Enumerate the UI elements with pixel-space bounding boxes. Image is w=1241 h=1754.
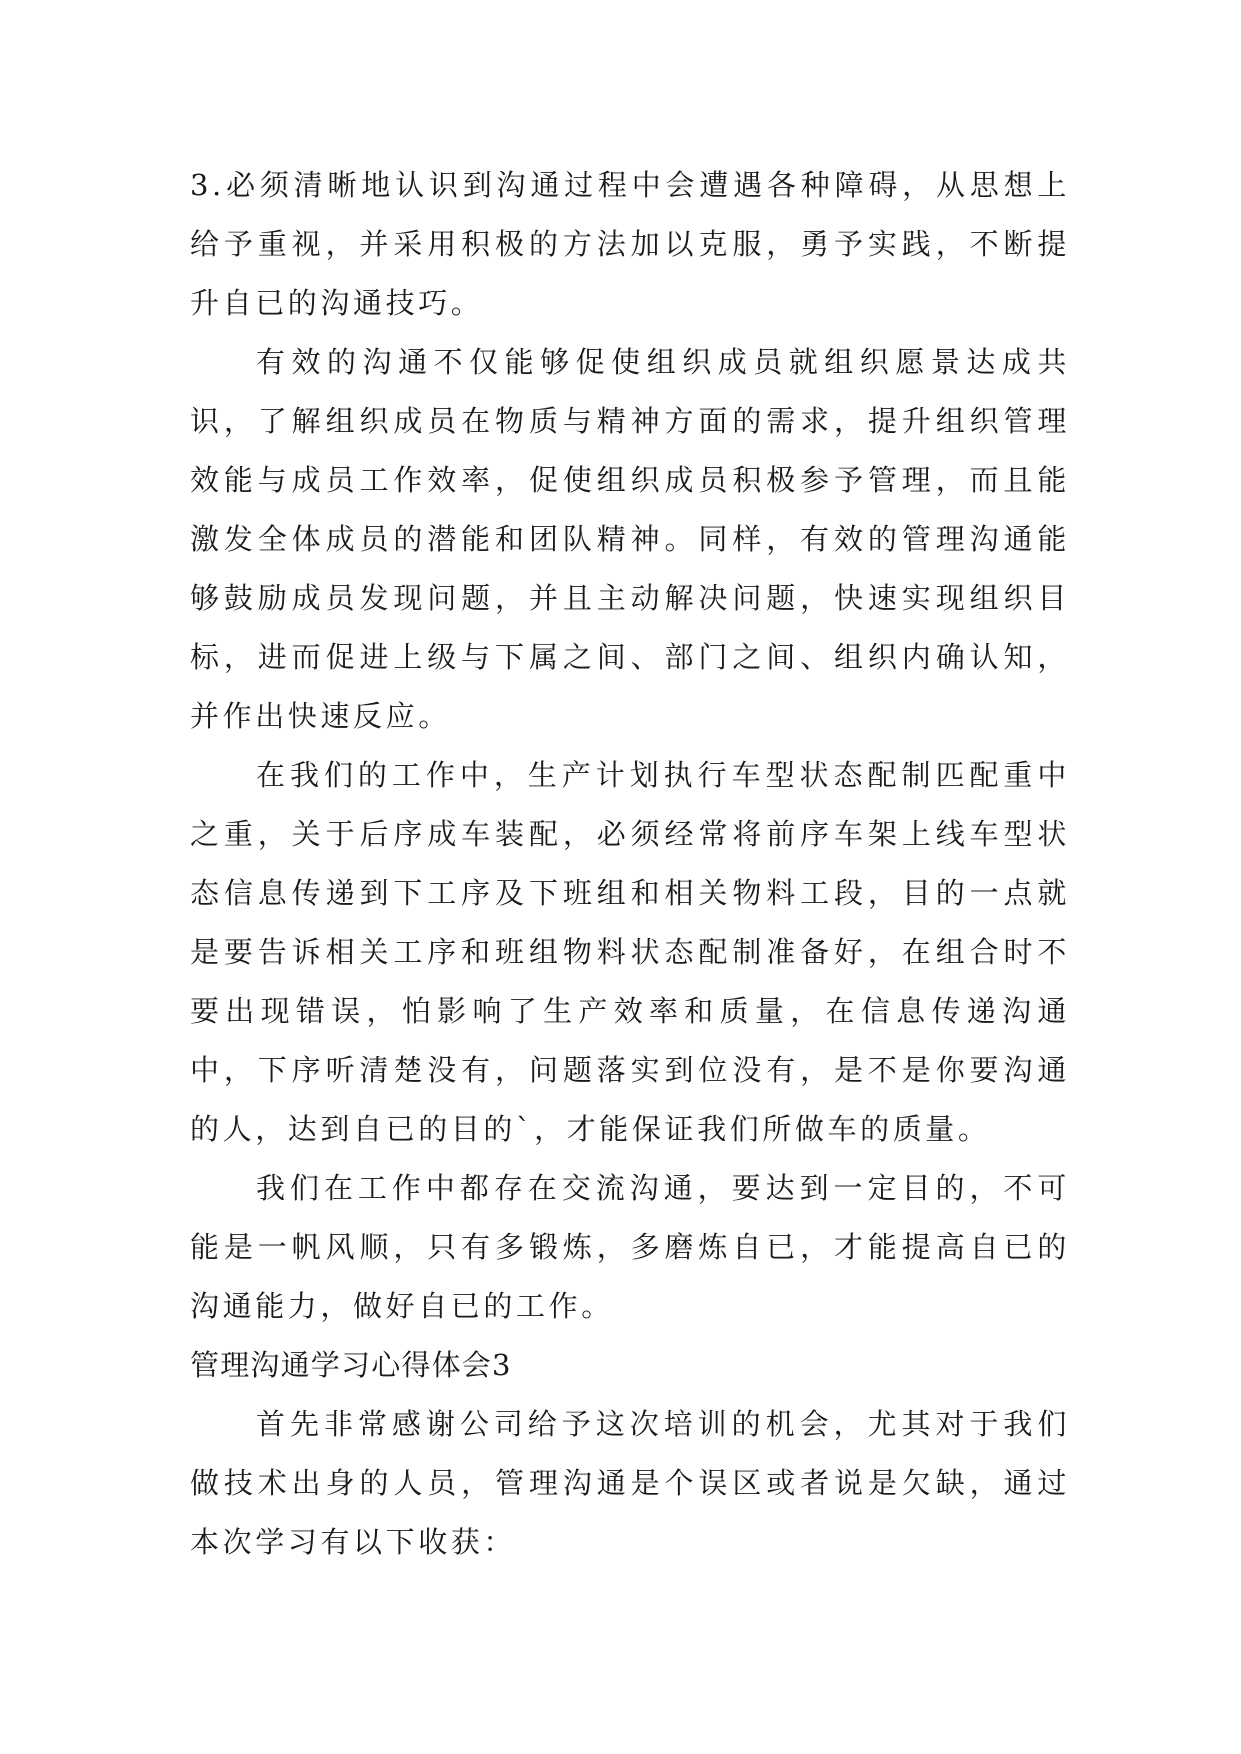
paragraph-conclusion: 我们在工作中都存在交流沟通，要达到一定目的，不可能是一帆风顺，只有多锻炼，多磨炼自已，才能提高自已的沟通能力，做好自已的工作。 bbox=[190, 1171, 1070, 1323]
paragraph-point-3: 3.必须清晰地认识到沟通过程中会遭遇各种障碍，从思想上给予重视，并采用积极的方法加以克服，勇予实践，不断提升自已的沟通技巧。 bbox=[190, 168, 1070, 320]
paragraph-training-intro: 首先非常感谢公司给予这次培训的机会，尤其对于我们做技术出身的人员，管理沟通是个误区或者说是欠缺，通过本次学习有以下收获： bbox=[190, 1407, 1070, 1559]
document-body bbox=[190, 156, 1070, 1572]
section-heading: 管理沟通学习心得体会3 bbox=[190, 1348, 512, 1382]
paragraph-effective-communication: 有效的沟通不仅能够促使组织成员就组织愿景达成共识，了解组织成员在物质与精神方面的需求，提升组织管理效能与成员工作效率，促使组织成员积极参予管理，而且能激发全体成员的潜能和团队精神。同样，有效的管理沟通能够鼓励成员发现问题，并且主动解决问题，快速实现组织目标，进而促进上级与下属之间、部门之间、组织内确认知，并作出快速反应。 bbox=[190, 345, 1070, 733]
paragraph-work-example: 在我们的工作中，生产计划执行车型状态配制匹配重中之重，关于后序成车装配，必须经常将前序车架上线车型状态信息传递到下工序及下班组和相关物料工段，目的一点就是要告诉相关工序和班组物料状态配制准备好，在组合时不要出现错误，怕影响了生产效率和质量，在信息传递沟通中，下序听清楚没有，问题落实到位没有，是不是你要沟通的人，达到自已的目的`，才能保证我们所做车的质量。 bbox=[190, 758, 1070, 1146]
